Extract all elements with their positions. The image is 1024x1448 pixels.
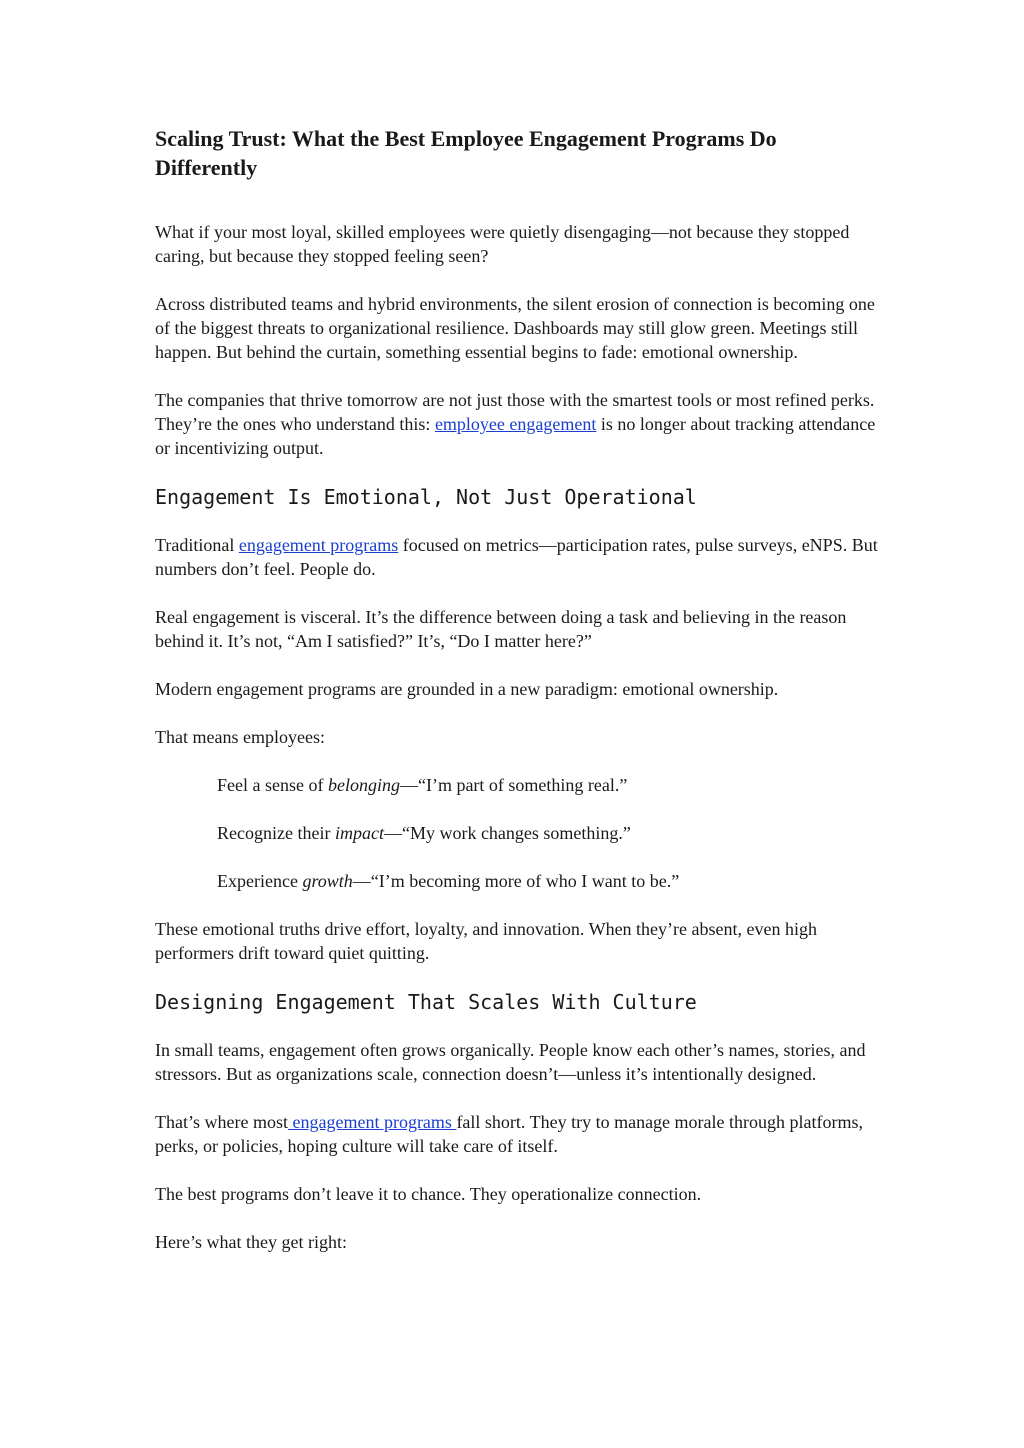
list-item-text-a: Experience: [217, 871, 303, 891]
section-2-paragraph-1: In small teams, engagement often grows organically. People know each other’s names, stories, and stressors. But as organizations scale, connection doesn’t—unless it’s intentionally designed.: [155, 1040, 866, 1084]
section-1-paragraph-2: Real engagement is visceral. It’s the difference between doing a task and believing in the reason behind it. It’s not, “Am I satisfied?” It’s, “Do I matter here?”: [155, 607, 847, 651]
section-1-paragraph-3: Modern engagement programs are grounded in a new paradigm: emotional ownership.: [155, 679, 779, 699]
engagement-programs-link[interactable]: engagement programs: [238, 535, 399, 555]
section-1-paragraph-4: That means employees:: [155, 727, 325, 747]
intro-paragraph-1: What if your most loyal, skilled employees were quietly disengaging—not because they stopped caring, but because they stopped feeling seen?: [155, 222, 850, 266]
list-item-emphasis: belonging: [327, 775, 400, 795]
list-item-text-b: —“I’m part of something real.”: [399, 775, 628, 795]
list-item-text-a: Recognize their: [217, 823, 335, 843]
employee-engagement-link[interactable]: employee engagement: [434, 414, 597, 434]
section-2-heading: Designing Engagement That Scales With Culture: [155, 990, 697, 1014]
section-2-paragraph-3: The best programs don’t leave it to chance. They operationalize connection.: [155, 1184, 702, 1204]
section-1-paragraph-1-text-a: Traditional: [155, 535, 239, 555]
section-1-heading: Engagement Is Emotional, Not Just Operational: [155, 485, 697, 509]
page-title: Scaling Trust: What the Best Employee Engagement Programs Do Differently: [155, 126, 777, 180]
section-2-paragraph-2: [155, 1110, 880, 1158]
section-2-paragraph-2-text-b: fall short. They try to manage morale through platforms, perks, or policies, hoping culture will take care of itself.: [155, 1112, 864, 1156]
engagement-programs-link-2[interactable]: engagement programs: [287, 1112, 457, 1132]
list-item-growth: [155, 869, 880, 893]
intro-paragraph-3-text-a: The companies that thrive tomorrow are not just those with the smartest tools or most refined perks. They’re the ones who understand this:: [155, 390, 875, 434]
list-item-emphasis: impact: [334, 823, 384, 843]
list-item-text-b: —“My work changes something.”: [383, 823, 631, 843]
list-item-emphasis: growth: [302, 871, 353, 891]
list-item-text-b: —“I’m becoming more of who I want to be.”: [352, 871, 680, 891]
section-1-paragraph-5: These emotional truths drive effort, loyalty, and innovation. When they’re absent, even high performers drift toward quiet quitting.: [155, 919, 817, 963]
intro-paragraph-2: Across distributed teams and hybrid environments, the silent erosion of connection is becoming one of the biggest threats to organizational resilience. Dashboards may still glow green. Meetings still happen. But behind the curtain, something essential begins to fade: emotional ownership.: [155, 294, 875, 362]
list-item-impact: [155, 821, 880, 845]
intro-paragraph-3: [155, 388, 880, 460]
section-1-paragraph-1-text-b: focused on metrics—participation rates, pulse surveys, eNPS. But numbers don’t feel. People do.: [155, 535, 878, 579]
document-page: [155, 124, 880, 1278]
list-item-text-a: Feel a sense of: [217, 775, 328, 795]
section-2-paragraph-2-text-a: That’s where most: [155, 1112, 288, 1132]
section-2-paragraph-4: Here’s what they get right:: [155, 1232, 347, 1252]
intro-paragraph-3-text-b: is no longer about tracking attendance or incentivizing output.: [155, 414, 876, 458]
list-item-belonging: [155, 773, 880, 797]
section-1-paragraph-1: [155, 533, 880, 581]
